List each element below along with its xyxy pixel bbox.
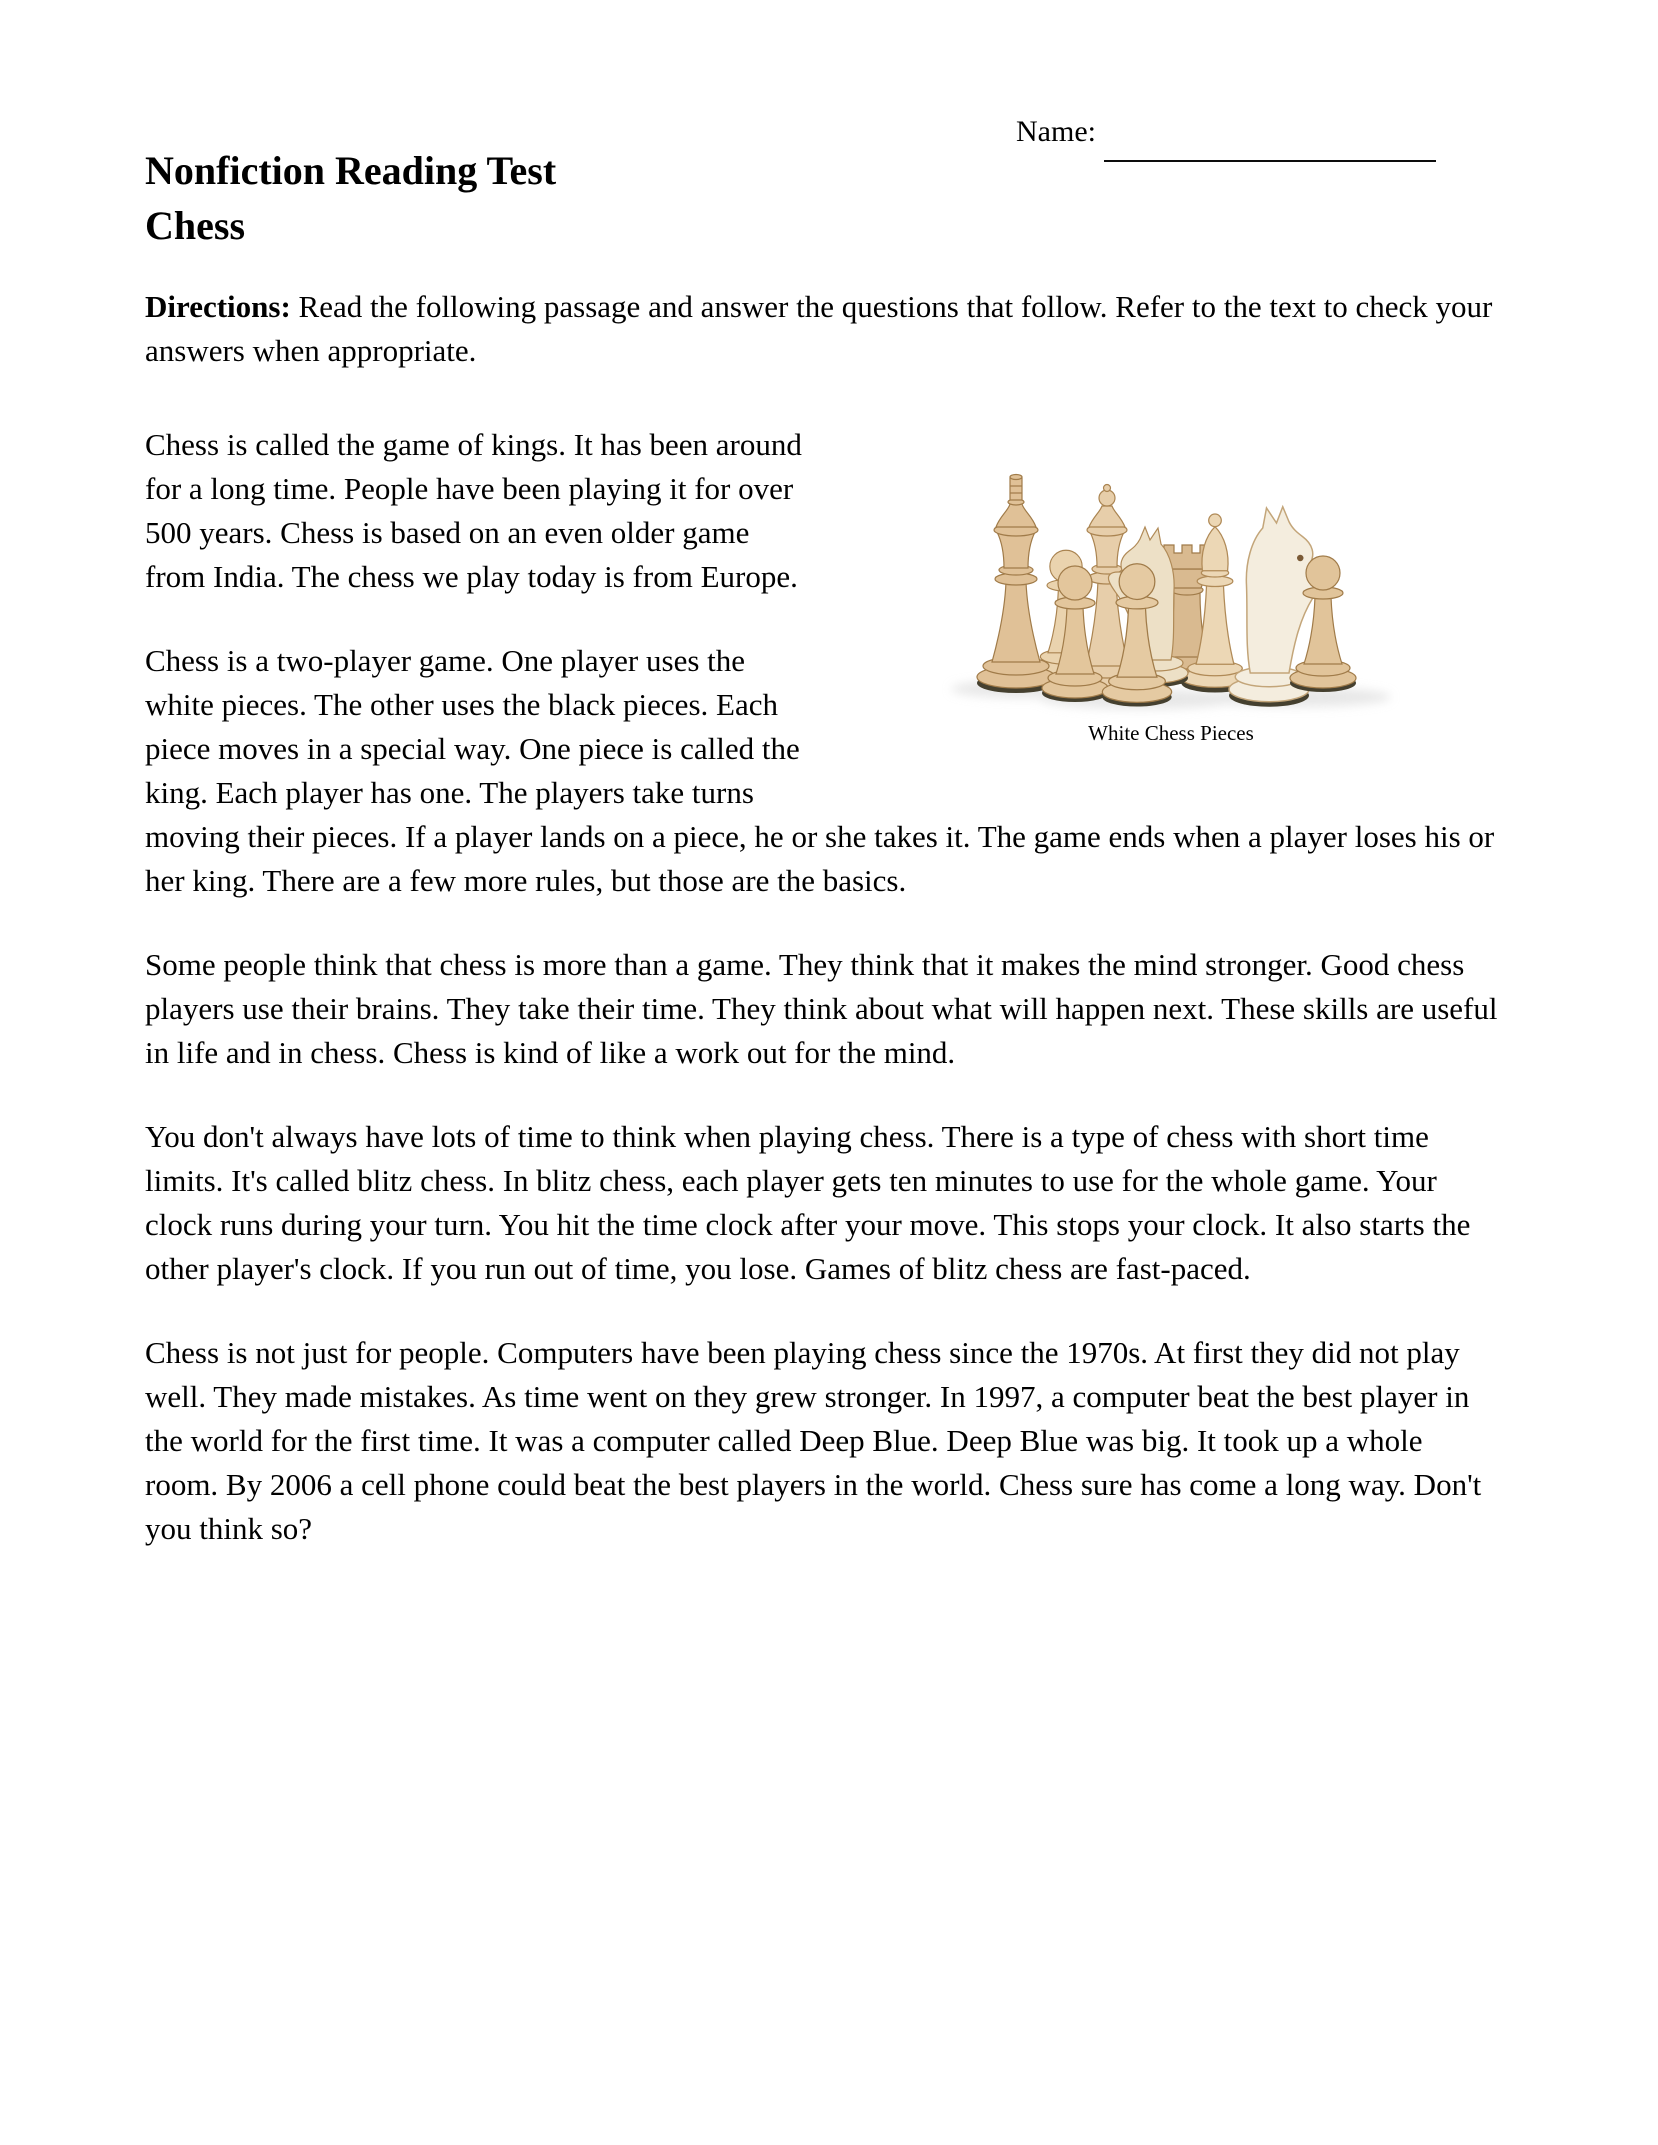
document-body bbox=[145, 143, 1501, 1551]
directions bbox=[145, 285, 1501, 373]
white-chess-pieces-image bbox=[841, 441, 1501, 719]
page-title bbox=[145, 143, 1501, 253]
title-line-2: Chess bbox=[145, 203, 246, 248]
paragraph-4: You don't always have lots of time to think when playing chess. There is a type of chess with short time limits. It's called blitz chess. In blitz chess, each player gets ten minutes to use for the whole game. Your clock runs during your turn. You hit the time clock after your move. This stops your clock. It also starts the other player's clock. If you run out of time, you lose. Games of blitz chess are fast-paced. bbox=[145, 1119, 1471, 1286]
figure-caption: White Chess Pieces bbox=[1088, 721, 1254, 745]
paragraph-2: Chess is a two-player game. One player uses the white pieces. The other uses the black pieces. Each piece moves in a special way. One piece is called the king. Each player has one. The players take turns moving their pieces. If a player lands on a piece, he or she takes it. The game ends when a player loses his or her king. There are a few more rules, but those are the basics. bbox=[145, 643, 1495, 898]
paragraph-5: Chess is not just for people. Computers have been playing chess since the 1970s. At first they did not play well. They made mistakes. As time went on they grew stronger. In 1997, a computer beat the best player in the world for the first time. It was a computer called Deep Blue. Deep Blue was big. It took up a whole room. By 2006 a cell phone could beat the best players in the world. Chess sure has come a long way. Don't you think so? bbox=[145, 1335, 1482, 1546]
chess-figure bbox=[841, 441, 1501, 811]
directions-label: Directions: bbox=[145, 289, 291, 324]
passage bbox=[145, 373, 1501, 1551]
title-line-1: Nonfiction Reading Test bbox=[145, 148, 557, 193]
paragraph-1: Chess is called the game of kings. It has been around for a long time. People have been playing it for over 500 years. Chess is based on an even older game from India. The chess we play today is from Europe. bbox=[145, 427, 802, 594]
chess-pieces-illustration bbox=[841, 441, 1501, 719]
name-label: Name: bbox=[1016, 115, 1096, 148]
directions-text: Read the following passage and answer the questions that follow. Refer to the text to check your answers when appropriate. bbox=[145, 289, 1493, 368]
paragraph-3: Some people think that chess is more than a game. They think that it makes the mind stronger. Good chess players use their brains. They take their time. They think about what will happen next. These skills are useful in life and in chess. Chess is kind of like a work out for the mind. bbox=[145, 947, 1498, 1070]
